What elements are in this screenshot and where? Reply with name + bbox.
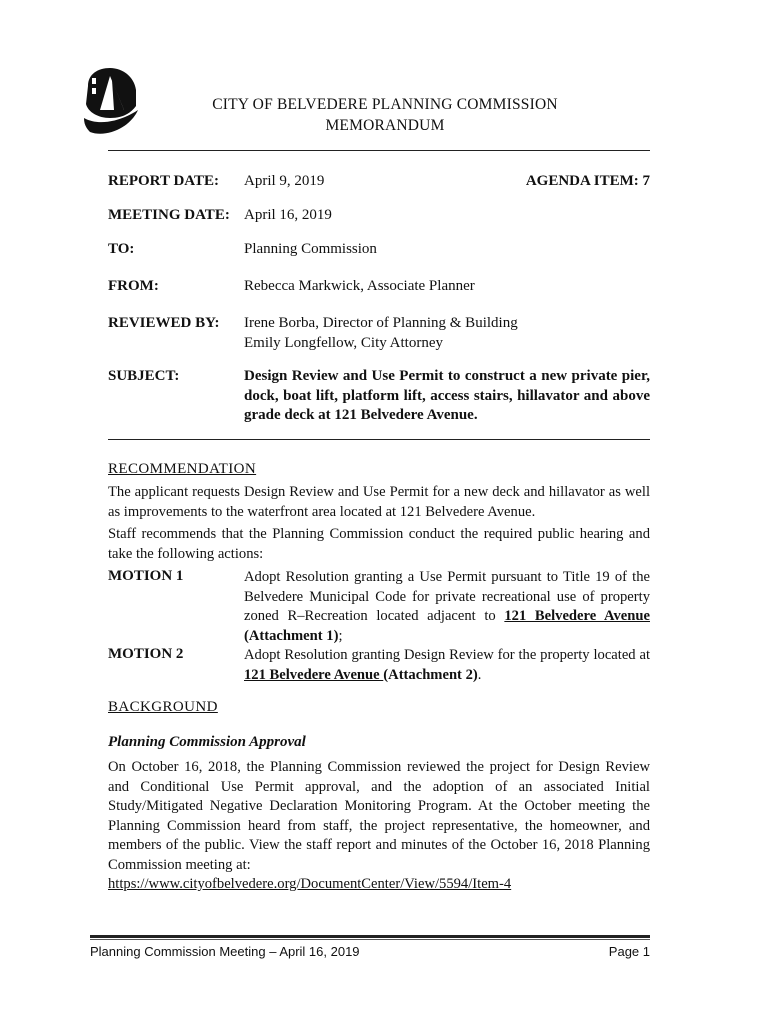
motion-2-attachment: (Attachment 2): [383, 666, 478, 683]
recommendation-para-1: The applicant requests Design Review and Use Permit for a new deck and hillavator as well as improvements to the waterfront area located at 121 Belvedere Avenue.: [108, 484, 650, 520]
recommendation-heading: RECOMMENDATION: [108, 461, 257, 477]
reviewed-value-2: Emily Longfellow, City Attorney: [244, 335, 444, 351]
recommendation-para-2: Staff recommends that the Planning Commission conduct the required public hearing and take the following actions:: [108, 526, 650, 562]
background-subheading: Planning Commission Approval: [108, 734, 306, 750]
report-date-label: REPORT DATE:: [108, 173, 220, 189]
motion-1-end: ;: [338, 627, 343, 644]
motion-2-body: Adopt Resolution granting Design Review for the property located at: [244, 647, 650, 663]
from-label: FROM:: [108, 278, 159, 294]
meeting-date-label: MEETING DATE:: [108, 207, 230, 223]
motion-1-address-link[interactable]: 121 Belvedere Avenue: [504, 608, 650, 624]
doc-type: MEMORANDUM: [325, 117, 445, 134]
footer-divider-thin: [90, 939, 650, 940]
background-heading: BACKGROUND: [108, 699, 218, 715]
agenda-item: AGENDA ITEM: 7: [525, 173, 650, 189]
background-para: On October 16, 2018, the Planning Commission reviewed the project for Design Review and Conditional Use Permit approval, and the adoption of an associated Initial Study/Mitigated Negative Declaration Monitoring Program. At the October meeting the Planning Commission heard from staff, the project representative, the homeowner, and members of the public. View the staff report and minutes of the October 16, 2018 Planning Commission meeting at:: [108, 759, 650, 873]
motion-2-label: MOTION 2: [108, 646, 184, 662]
city-seal-logo: [80, 66, 142, 138]
header-divider: [108, 150, 650, 151]
footer-meeting-label: Planning Commission Meeting – April 16, 2019: [90, 944, 360, 959]
meeting-date-value: April 16, 2019: [244, 207, 332, 223]
motion-2-address-link[interactable]: 121 Belvedere Avenue: [244, 666, 384, 683]
org-line: CITY OF BELVEDERE PLANNING COMMISSION: [212, 96, 558, 113]
from-value: Rebecca Markwick, Associate Planner: [244, 278, 475, 294]
footer-divider: [90, 935, 650, 938]
subject-divider: [108, 439, 650, 440]
motion-2-end: .: [477, 666, 482, 683]
motion-2-text: [244, 646, 650, 685]
memo-title: [140, 94, 630, 136]
staff-report-link[interactable]: https://www.cityofbelvedere.org/DocumentCenter/View/5594/Item-4: [108, 876, 512, 892]
page-number: Page 1: [608, 944, 650, 959]
motion-1-text: [244, 568, 650, 646]
subject-value: Design Review and Use Permit to construct a new private pier, dock, boat lift, platform lift, access stairs, hillavator and above grade deck at 121 Belvedere Avenue.: [244, 368, 650, 423]
motion-1-attachment: (Attachment 1): [244, 627, 339, 644]
to-label: TO:: [108, 241, 135, 257]
reviewed-value-1: Irene Borba, Director of Planning & Building: [244, 315, 518, 331]
report-date-value: April 9, 2019: [244, 173, 325, 189]
to-value: Planning Commission: [244, 241, 377, 257]
motion-1-label: MOTION 1: [108, 568, 184, 584]
motion-1-body: Adopt Resolution granting a Use Permit pursuant to Title 19 of the Belvedere Municipal Code for private recreational use of property zoned R–Recreation located adjacent to: [244, 569, 650, 624]
reviewed-label: REVIEWED BY:: [108, 315, 220, 331]
subject-label: SUBJECT:: [108, 368, 180, 384]
